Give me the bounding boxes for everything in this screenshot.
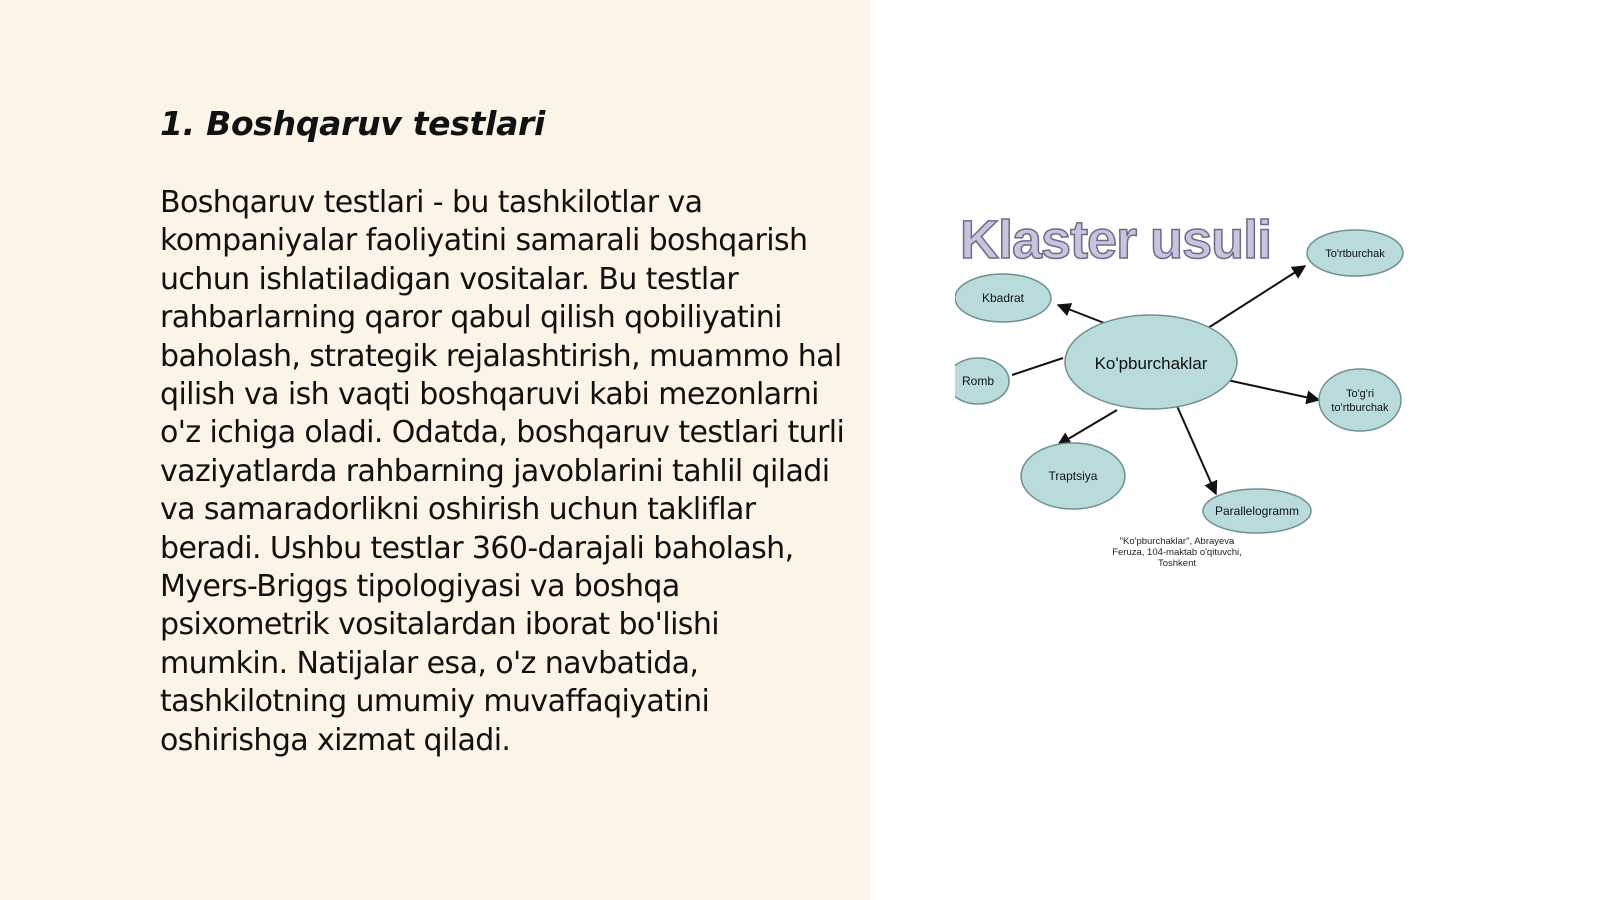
node-togri-tortburchak [1319,369,1401,431]
arrow-to-parallelogramm [1177,406,1216,494]
slide-body-text: Boshqaruv testlari - bu tashkilotlar va kompaniyalar faoliyatini samarali boshqarish uchun ishlatiladigan vositalar. Bu testlar rahbarlarning qaror qabul qilish qobiliyatini baholash, strategik rejalashtirish, muammo hal qilish va ish vaqti boshqaruvi kabi mezonlarni o'z ichiga oladi. Odatda, boshqaruv testlari turli vaziyatlarda rahbarning javoblarini tahlil qiladi va samaradorlikni oshirish uchun takliflar beradi. Ushbu testlar 360-darajali baholash, Myers-Briggs tipologiyasi va boshqa psixometrik vositalardan iborat bo'lishi mumkin. Natijalar esa, o'z navbatida, tashkilotning umumiy muvaffaqiyatini oshirishga xizmat qiladi. [160,185,845,758]
node-parallelogramm [1203,489,1311,533]
node-kbadrat-label: Kbadrat [981,291,1025,305]
node-parallelogramm-label: Parallelogramm [1214,504,1300,518]
arrow-to-tortburchak [1208,266,1305,328]
cluster-diagram-svg [955,200,1445,580]
node-togri-tortburchak-label-2: to'rtburchak [1331,402,1389,414]
node-togri-tortburchak-label-1: To'g'ri [1345,388,1375,400]
diagram-heading: Klaster usuli [960,210,1272,270]
node-tortburchak-label: To'rtburchak [1325,248,1385,260]
arrow-to-togri-tortburchak [1227,380,1319,400]
cluster-diagram [955,200,1445,580]
node-traptsiya-label: Traptsiya [1048,469,1098,483]
node-romb [955,358,1009,404]
diagram-caption-line-2: Feruza, 104-maktab o'qituvchi, [1112,547,1242,558]
arrow-to-traptsiya [1058,410,1117,445]
node-traptsiya [1021,443,1125,509]
node-romb-label: Romb [961,374,995,388]
diagram-caption-line-3: Toshkent [1157,558,1197,569]
line-to-romb [1012,358,1063,375]
diagram-caption-line-1: "Ko'pburchaklar", Abrayeva [1119,536,1235,547]
slide-title: 1. Boshqaruv testlari [160,104,546,143]
center-node-label: Ko'pburchaklar [1094,354,1208,373]
node-kbadrat [955,274,1051,322]
center-node [1065,315,1237,409]
node-tortburchak [1307,230,1403,276]
